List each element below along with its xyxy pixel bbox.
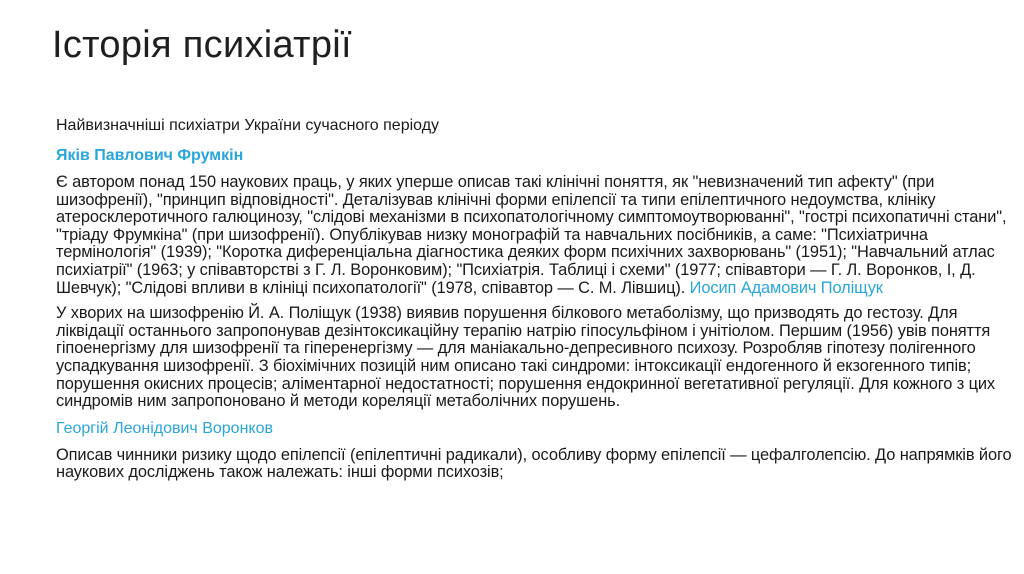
person-bio-voronkov: Описав чинники ризику щодо епілепсії (епілептичні радикали), особливу форму епілепсії — цефалголепсію. До напрямків його наукових досліджень також належать: інші форми психозів;	[56, 445, 1012, 482]
person-bio-frumkin	[56, 174, 1016, 297]
slide-content	[56, 116, 1016, 490]
person-name-polishchuk: Иосип Адамович Поліщук	[689, 278, 883, 297]
person-name-frumkin: Яків Павлович Фрумкін	[56, 147, 244, 164]
bio-text-frumkin: Є автором понад 150 наукових праць, у яких уперше описав такі клінічні поняття, як "невизначений тип афекту" (при шизофренії), "принцип відповідності". Деталізував клінічні форми епілепсії та типи епілептичного недоумства, клініку атеросклеротичного галюцинозу, "слідові механізми в психопатологічному симптомоутворюванні", "гострі психопатичні стани", "тріаду Фрумкіна" (при шизофренії). Опублікував низку монографій та навчальних посібників, а саме: "Психіатрична термінологія" (1939); "Коротка диференціальна діагностика деяких форм психічних захворювань" (1951); "Навчальний атлас психіатрії" (1963; у співавторстві з Г. Л. Воронковим); "Психіатрія. Таблиці і схеми" (1977; співавтори — Г. Л. Воронков, І, Д. Шевчук); "Слідові впливи в клініці психопатології" (1978, співавтор — С. М. Лівшиц).	[56, 173, 1007, 297]
slide-title: Історія психіатрії	[52, 24, 352, 66]
person-bio-polishchuk: У хворих на шизофренію Й. А. Поліщук (1938) виявив порушення білкового метаболізму, що призводять до гестозу. Для ліквідації останнього запропонував дезінтоксикаційну терапію натрію гіпосульфіном і унітіолом. Першим (1956) увів поняття гіпоенергізму для шизофренії та гіперенергізму — для маніакально-депресивного психозу. Розробляв гіпотезу полігенного успадкування шизофренії. З біохімічних позицій ним описано такі синдроми: інтоксикації ендогенного й екзогенного типів; порушення окисних процесів; аліментарної недостатності; порушення ендокринної вегетативної регуляції. Для кожного з цих синдромів ним запропоновано й методи кореляції метаболічних порушень.	[56, 304, 996, 411]
person-name-voronkov: Георгій Леонідович Воронков	[56, 419, 273, 437]
slide-subtitle: Найвизначніші психіатри України сучасного періоду	[56, 117, 440, 134]
